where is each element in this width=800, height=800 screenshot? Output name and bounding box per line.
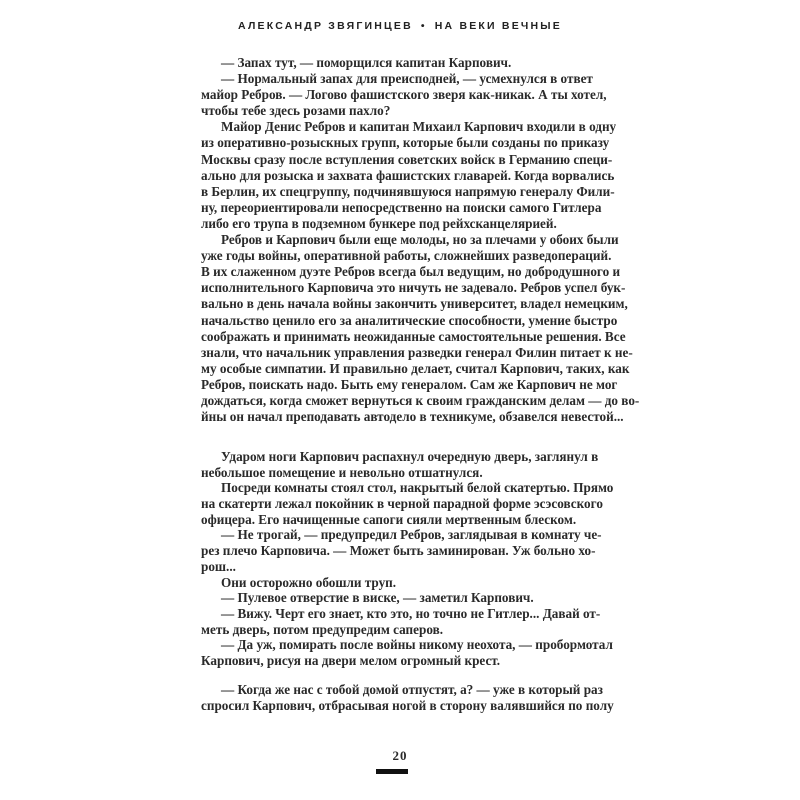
text-line: либо его трупа в подземном бункере под рейхсканцелярией.: [201, 215, 557, 231]
text-line: Карпович, рисуя на двери мелом огромный крест.: [201, 652, 501, 668]
text-line: рош...: [201, 558, 236, 574]
text-line: му особые симпатии. И правильно делает, считал Карпович, таких, как: [201, 360, 630, 376]
text-line: на скатерти лежал покойник в черной парадной форме эсэсовского: [201, 496, 603, 512]
text-line: В их слаженном дуэте Ребров всегда был ведущим, но добродушного и: [201, 264, 621, 280]
page-number-bar: [376, 769, 408, 774]
header-book-title: НА ВЕКИ ВЕЧНЫЕ: [434, 20, 562, 32]
text-line: — Когда же нас с тобой домой отпустят, а? — уже в который раз: [221, 682, 603, 697]
header-author: АЛЕКСАНДР ЗВЯГИНЦЕВ: [238, 20, 413, 32]
header-separator: •: [420, 20, 427, 32]
text-line: вально в день начала войны закончить университет, владел немецким,: [201, 296, 628, 312]
text-line: меть дверь, потом предупредим саперов.: [201, 621, 444, 637]
text-line: ально для розыска и захвата фашистских главарей. Когда ворвались: [201, 167, 615, 183]
text-line: исполнительного Карповича это ничуть не задевало. Ребров успел бук-: [201, 280, 626, 296]
text-line: Ребров и Карпович были еще молоды, но за плечами у обоих были: [221, 232, 619, 248]
text-section-1: [201, 55, 640, 425]
text-line: Ребров, поискать надо. Быть ему генералом. Сам же Карпович не мог: [201, 376, 618, 392]
text-line: Они осторожно обошли труп.: [221, 574, 397, 590]
text-line: чтобы тебе здесь розами пахло?: [201, 103, 391, 119]
text-line: знали, что начальник управления разведки генерал Филин питает к не-: [201, 344, 633, 360]
text-line: майор Ребров. — Логово фашистского зверя как-никак. А ты хотел,: [201, 87, 607, 103]
text-line: из оперативно-розыскных групп, которые были созданы по приказу: [201, 135, 610, 151]
text-line: начальство ценило его за аналитические способности, умение быстро: [201, 312, 618, 328]
text-line: уже годы войны, оперативной работы, сложнейших разведопераций.: [201, 248, 612, 264]
running-header: [0, 20, 800, 32]
text-line: Посреди комнаты стоял стол, накрытый белой скатертью. Прямо: [221, 480, 614, 496]
text-line: Москвы сразу после вступления советских войск в Германию специ-: [201, 151, 613, 167]
text-line: Ударом ноги Карпович распахнул очередную дверь, заглянул в: [221, 449, 599, 464]
text-section-3: [201, 682, 614, 714]
text-line: небольшое помещение и невольно отшатнулся.: [201, 464, 483, 480]
text-line: — Пулевое отверстие в виске, — заметил Карпович.: [221, 590, 534, 606]
text-line: дождаться, когда сможет вернуться к своим гражданским делам — до во-: [201, 392, 640, 408]
text-line: — Вижу. Черт его знает, кто это, но точно не Гитлер... Давай от-: [221, 605, 601, 621]
text-line: Майор Денис Ребров и капитан Михаил Карпович входили в одну: [221, 119, 617, 135]
text-line: йны он начал преподавать автодело в техникуме, обзавелся невестой...: [201, 409, 624, 425]
text-line: спросил Карпович, отбрасывая ногой в сторону валявшийся по полу: [201, 698, 614, 714]
text-section-2: [201, 449, 614, 669]
text-line: рез плечо Карповича. — Может быть заминирован. Уж больно хо-: [201, 543, 596, 559]
text-line: — Нормальный запах для преисподней, — усмехнулся в ответ: [221, 71, 593, 87]
page-number: 20: [392, 748, 408, 763]
text-line: соображать и принимать неожиданные самостоятельные решения. Все: [201, 328, 626, 344]
text-line: ну, переориентировали непосредственно на поиски самого Гитлера: [201, 199, 602, 215]
text-line: — Запах тут, — поморщился капитан Карпович.: [221, 55, 512, 70]
text-line: в Берлин, их спецгруппу, подчинявшуюся напрямую генералу Фили-: [201, 183, 615, 199]
text-line: — Не трогай, — предупредил Ребров, заглядывая в комнату че-: [221, 527, 602, 543]
text-line: офицера. Его начищенные сапоги сияли мертвенным блеском.: [201, 511, 577, 527]
text-line: — Да уж, помирать после войны никому неохота, — пробормотал: [221, 637, 613, 653]
